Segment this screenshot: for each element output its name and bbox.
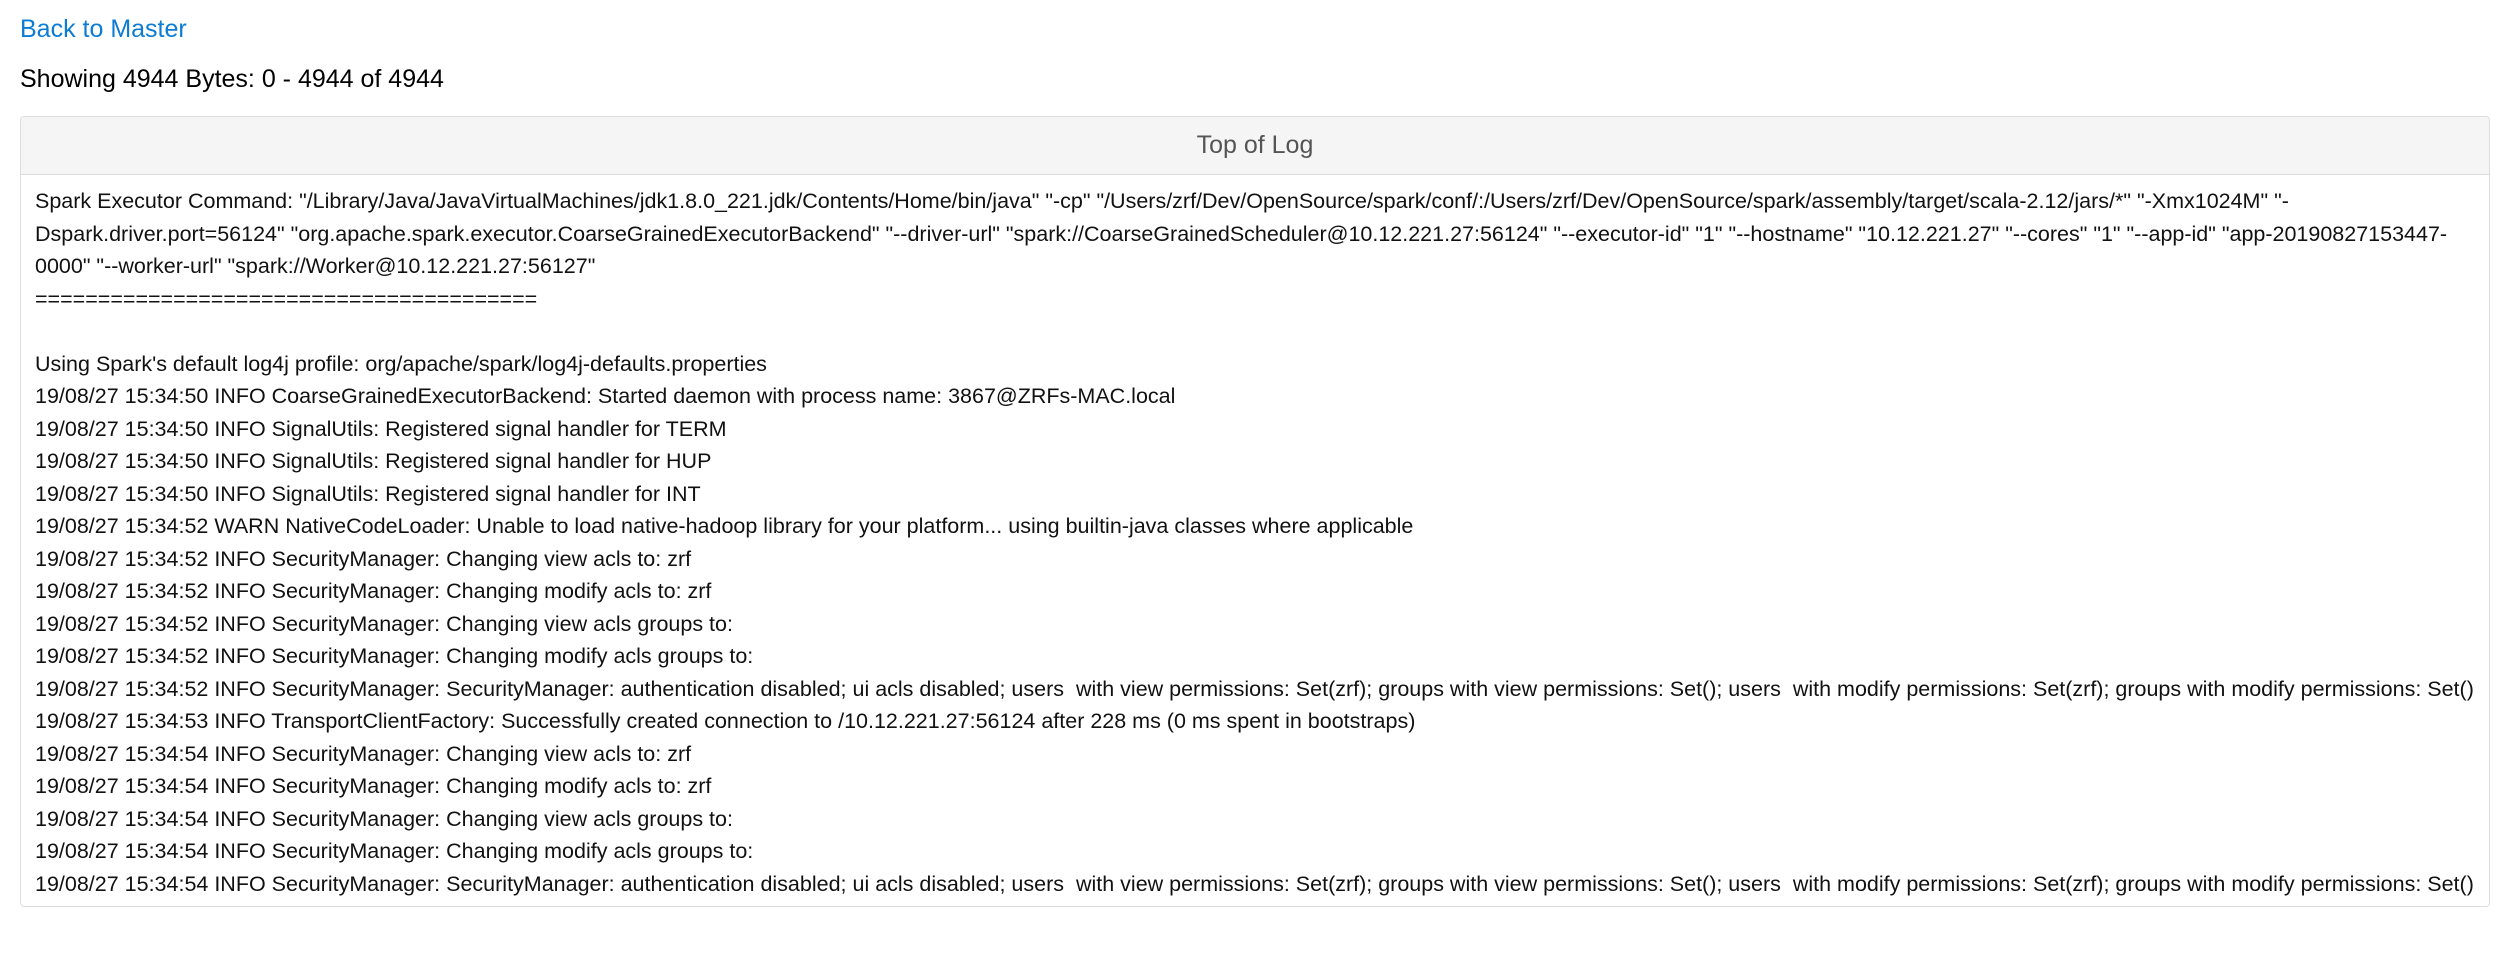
log-line: 19/08/27 15:34:54 INFO SecurityManager: Changing modify acls groups to: [35, 839, 754, 863]
log-line: 19/08/27 15:34:52 INFO SecurityManager: Changing view acls groups to: [35, 611, 733, 636]
log-line: ======================================== [35, 286, 538, 311]
log-line: 19/08/27 15:34:50 INFO SignalUtils: Registered signal handler for HUP [35, 449, 712, 473]
log-line: 19/08/27 15:34:50 INFO CoarseGrainedExecutorBackend: Started daemon with process name: 3867@ZRFs-MAC.local [35, 384, 1176, 408]
log-line: 19/08/27 15:34:52 INFO SecurityManager: Changing modify acls groups to: [35, 644, 754, 668]
log-content[interactable] [21, 175, 2489, 906]
log-line: 19/08/27 15:34:54 INFO SecurityManager: SecurityManager: authentication disabled; ui acls disabled; users with view permissions: Set(zrf); groups with view permissions: Set(); users with modify permissions: Set(zrf); groups with modify permissions: Set() [35, 871, 2474, 896]
log-line: 19/08/27 15:34:54 INFO SecurityManager: Changing modify acls to: zrf [35, 774, 712, 798]
log-line: 19/08/27 15:34:52 WARN NativeCodeLoader: Unable to load native-hadoop library for your platform... using builtin-java classes where applicable [35, 514, 1414, 538]
log-line: 19/08/27 15:34:52 INFO SecurityManager: SecurityManager: authentication disabled; ui acls disabled; users with view permissions: Set(zrf); groups with view permissions: Set(); users with modify permissions: Set(zrf); groups with modify permissions: Set() [35, 676, 2474, 701]
log-line: 19/08/27 15:34:54 INFO SecurityManager: Changing view acls to: zrf [35, 741, 692, 766]
log-line: 19/08/27 15:34:54 INFO SecurityManager: Changing view acls groups to: [35, 806, 733, 831]
back-to-master-link[interactable]: Back to Master [20, 15, 187, 43]
log-line [35, 315, 2475, 348]
log-line: 19/08/27 15:34:52 INFO SecurityManager: Changing view acls to: zrf [35, 546, 692, 571]
log-line: Spark Executor Command: "/Library/Java/JavaVirtualMachines/jdk1.8.0_221.jdk/Contents/Home/bin/java" "-cp" "/Users/zrf/Dev/OpenSource/spark/conf/:/Users/zrf/Dev/OpenSource/spark/assembly/target/scala-2.12/jars/*" "-Xmx1024M" "-Dspark.driver.port=56124" "org.apache.spark.executor.CoarseGrainedExecutorBackend" "--driver-url" "spark://CoarseGrainedScheduler@10.12.221.27:56124" "--executor-id" "1" "--hostname" "10.12.221.27" "--cores" "1" "--app-id" "app-20190827153447-0000" "--worker-url" "spark://Worker@10.12.221.27:56127" [35, 189, 2448, 278]
showing-bytes-status: Showing 4944 Bytes: 0 - 4944 of 4944 [20, 65, 444, 93]
log-panel [20, 116, 2490, 907]
log-panel-title: Top of Log [21, 117, 2489, 175]
log-line: 19/08/27 15:34:50 INFO SignalUtils: Registered signal handler for TERM [35, 416, 727, 441]
log-line: 19/08/27 15:34:53 INFO TransportClientFactory: Successfully created connection to /10.12.221.27:56124 after 228 ms (0 ms spent in bootstraps) [35, 709, 1416, 733]
log-line: 19/08/27 15:34:50 INFO SignalUtils: Registered signal handler for INT [35, 481, 701, 506]
log-line: Using Spark's default log4j profile: org/apache/spark/log4j-defaults.properties [35, 351, 767, 376]
log-line: 19/08/27 15:34:52 INFO SecurityManager: Changing modify acls to: zrf [35, 579, 712, 603]
